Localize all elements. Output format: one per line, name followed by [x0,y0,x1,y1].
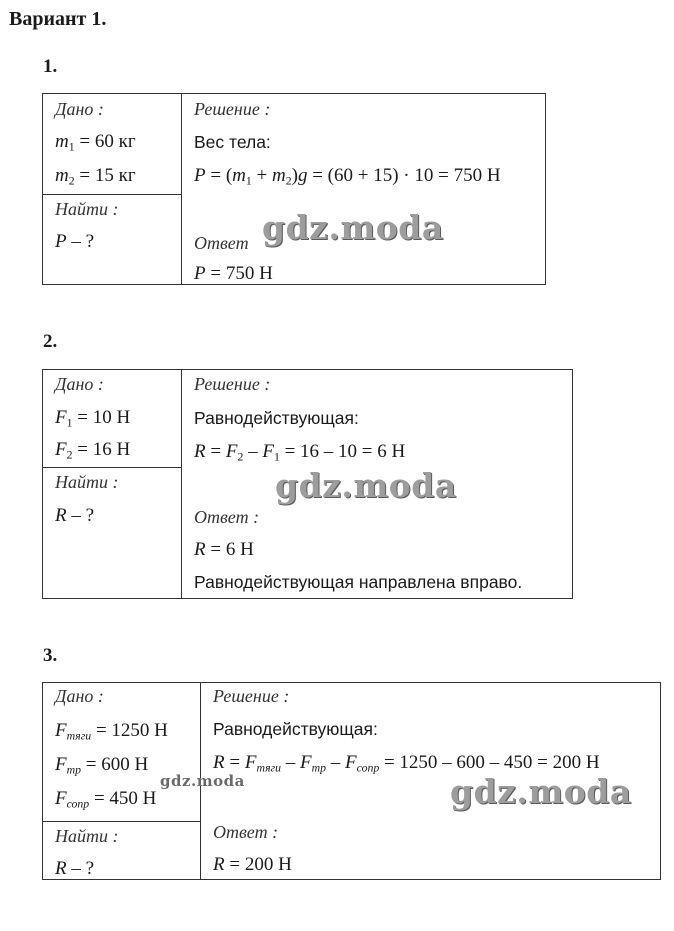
given-f-resistance: $F_{сопр} = 450$ Н [55,788,157,811]
given-label: Дано : [55,686,104,706]
solution-text: Равнодействующая: [194,408,359,428]
given-m2: $m_2 = 15$ кг [55,165,136,188]
given-m1: $m_1 = 60$ кг [55,131,136,154]
find-label: Найти : [55,826,119,846]
given-label: Дано : [55,99,104,119]
table-divider [43,821,200,822]
task-2-number: 2. [43,331,58,352]
solution-formula: $R = F_{тяги} - F_{тр} - F_{сопр} = 1250 - 600 - 450 = 200$ Н [213,752,600,775]
variant-heading: Вариант 1. [9,8,107,30]
find-value: P – ? [55,231,95,252]
answer-label: Ответ : [213,822,279,842]
find-value: R – ? [55,505,95,526]
direction-text: Равнодействующая направлена вправо. [194,572,523,592]
answer-value: R = 200 Н [213,854,292,875]
task-1-table [42,93,546,285]
find-label: Найти : [55,199,119,219]
table-divider [43,467,181,468]
find-label: Найти : [55,472,119,492]
solution-label: Решение : [194,99,271,119]
solution-label: Решение : [194,374,271,394]
watermark: gdz.moda [450,772,632,811]
given-label: Дано : [55,374,104,394]
table-divider [43,194,181,195]
answer-value: P = 750 Н [194,263,273,284]
table-divider [181,94,182,284]
answer-label: Ответ [194,233,249,253]
task-3-number: 3. [43,645,58,666]
solution-text: Равнодействующая: [213,719,378,739]
solution-formula: $R = F_2 - F_1 = 16 - 10 = 6$ Н [194,441,406,464]
answer-label: Ответ : [194,507,260,527]
given-f-friction: $F_{тр} = 600$ Н [55,754,149,777]
given-f2: $F_2 = 16$ Н [55,439,131,462]
task-1-number: 1. [43,56,58,77]
given-f1: $F_1 = 10$ Н [55,407,131,430]
watermark: gdz.moda [262,208,444,247]
find-value: R – ? [55,858,95,879]
solution-text: Вес тела: [194,132,271,152]
answer-value: R = 6 Н [194,539,254,560]
solution-label: Решение : [213,686,290,706]
solution-formula: $P = (m_1 + m_2)g = (60 + 15) \cdot 10 = 750$ Н [194,165,501,188]
watermark-small: gdz.moda [160,772,245,790]
given-f-thrust: $F_{тяги} = 1250$ Н [55,720,168,743]
table-divider [181,370,182,598]
watermark: gdz.moda [275,466,457,505]
